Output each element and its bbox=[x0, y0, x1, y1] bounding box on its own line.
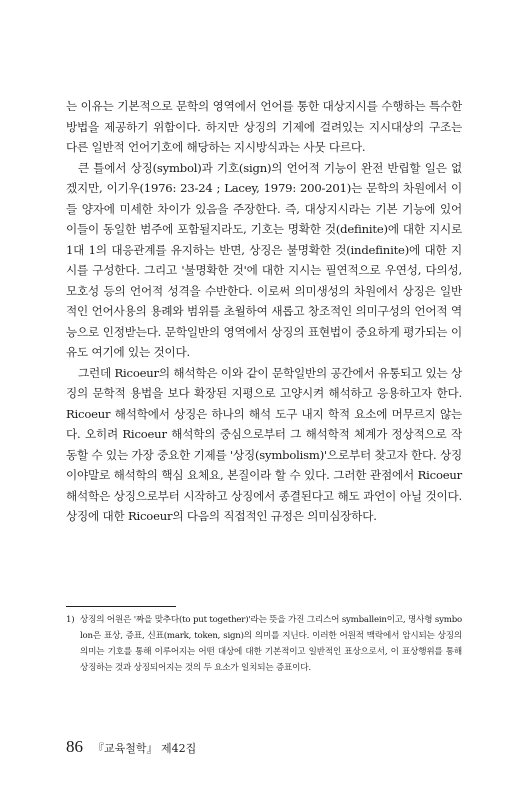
journal-title: 『교육철학』 제42집 bbox=[93, 742, 197, 755]
footnote-text: 상징의 어원은 '짜을 맞추다(to put together)'라는 뜻을 가진 그리스어 symballein이고, 명사형 symbolon은 표상, 증표, 신표(mark, token, sign)의 의미를 지닌다. 이러한 어원적 맥락에서 암시되는 상징의 의미는 기호를 통해 이루어지는 어떤 대상에 대한 기본적이고 일반적인 표상으로서, 이 표상행위를 통해 상징하는 것과 상징되어지는 것의 두 요소가 일치되는 증표이다. bbox=[80, 615, 462, 673]
page-number: 86 bbox=[66, 737, 83, 756]
paragraph-2: 큰 틀에서 상징(symbol)과 기호(sign)의 언어적 기능이 완전 반립할 일은 없겠지만, 이기우(1976: 23-24 ; Lacey, 1979: 200-201)는 문학의 차원에서 이들 양자에 미세한 차이가 있음을 주장한다. 즉, 대상지시라는 기본 기능에 있어 이들이 동일한 범주에 포함될지라도, 기호는 명확한 것(definite)에 대한 지시로 1대 1의 대응관계를 유지하는 반면, 상징은 불명확한 것(indefinite)에 대한 지시를 구성한다. 그리고 '불명확한 것'에 대한 지시는 필연적으로 우연성, 다의성, 모호성 등의 언어적 성격을 수반한다. 이로써 의미생성의 차원에서 상징은 일반적인 언어사용의 용례와 범위를 초월하여 새롭고 창조적인 의미구성의 언어적 역능으로 인정받는다. 문학일반의 영역에서 상징의 표현법이 중요하게 평가되는 이유도 여기에 있는 것이다. bbox=[66, 160, 462, 359]
footnote bbox=[66, 612, 462, 676]
footnote-number: 1) bbox=[66, 615, 75, 625]
body-text bbox=[66, 96, 462, 527]
footnote-divider bbox=[66, 606, 176, 607]
paragraph-1: 는 이유는 기본적으로 문학의 영역에서 언어를 통한 대상지시를 수행하는 특수한 방법을 제공하기 위함이다. 하지만 상징의 기제에 걸려있는 지시대상의 구조는 다른 일반적 언어기호에 해당하는 지시방식과는 사뭇 다르다. bbox=[66, 99, 462, 154]
page-footer bbox=[66, 737, 196, 757]
paragraph-3: 그런데 Ricoeur의 해석학은 이와 같이 문학일반의 공간에서 유통되고 있는 상징의 문학적 용법을 보다 확장된 지평으로 고양시켜 해석하고 응용하고자 한다. Ricoeur 해석학에서 상징은 하나의 해석 도구 내지 학적 요소에 머무르지 않는다. 오히려 Ricoeur 해석학의 중심으로부터 그 해석학적 체계가 정상적으로 작동할 수 있는 가장 중요한 기제를 '상징(symbolism)'으로부터 찾고자 한다. 상징이야말로 해석학의 핵심 요체요, 본질이라 할 수 있다. 그러한 관점에서 Ricoeur 해석학은 상징으로부터 시작하고 상징에서 종결된다고 해도 과언이 아닐 것이다. 상징에 대한 Ricoeur의 다음의 직접적인 규정은 의미심장하다. bbox=[66, 365, 462, 523]
